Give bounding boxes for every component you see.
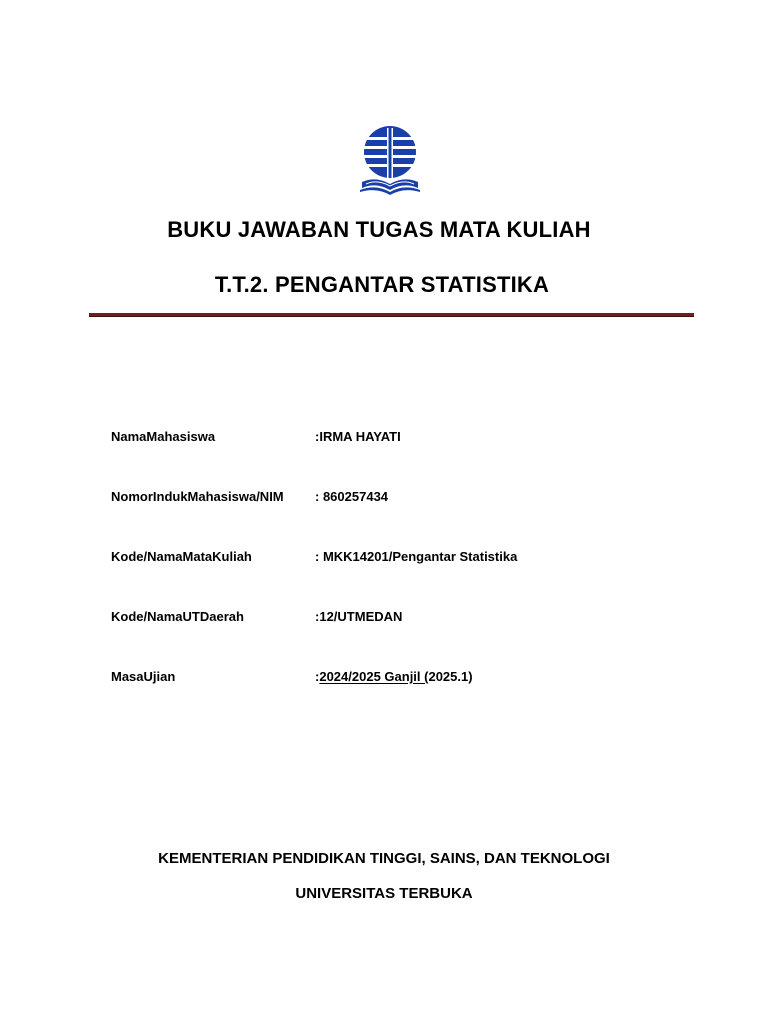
- value-prefix: :: [315, 609, 320, 624]
- value-prefix: :: [315, 489, 323, 504]
- ministry-name: KEMENTERIAN PENDIDIKAN TINGGI, SAINS, DAN TEKNOLOGI: [158, 850, 610, 867]
- regional-ut: 12/UTMEDAN: [319, 609, 403, 624]
- universitas-terbuka-logo-icon: [356, 124, 424, 196]
- info-row-mata-kuliah: [111, 549, 671, 567]
- info-row-nim: [111, 489, 671, 507]
- exam-period: 2024/2025 Ganjil (: [319, 669, 429, 684]
- info-label: NomorIndukMahasiswa/NIM: [111, 489, 284, 504]
- student-name: IRMA HAYATI: [319, 429, 401, 444]
- info-value: [315, 549, 517, 564]
- exam-period-suffix: 2025.1): [428, 669, 473, 684]
- info-label: Kode/NamaMataKuliah: [111, 549, 252, 564]
- info-value: [315, 489, 388, 504]
- info-label: Kode/NamaUTDaerah: [111, 609, 244, 624]
- info-label: MasaUjian: [111, 669, 176, 684]
- value-prefix: :: [315, 429, 320, 444]
- info-row-masa-ujian: [111, 669, 671, 687]
- student-nim: 860257434: [322, 489, 389, 504]
- info-label: NamaMahasiswa: [111, 429, 216, 444]
- info-row-nama: [111, 429, 671, 447]
- info-value: [315, 669, 473, 684]
- document-title: BUKU JAWABAN TUGAS MATA KULIAH: [167, 217, 591, 242]
- info-value: [315, 429, 401, 444]
- info-value: [315, 609, 402, 624]
- university-name: UNIVERSITAS TERBUKA: [295, 885, 473, 902]
- value-prefix: :: [315, 669, 320, 684]
- course-title: T.T.2. PENGANTAR STATISTIKA: [214, 272, 550, 297]
- header-divider: [89, 313, 694, 316]
- value-prefix: :: [315, 549, 323, 564]
- course-code-name: MKK14201/Pengantar Statistika: [322, 549, 518, 564]
- info-row-ut-daerah: [111, 609, 671, 627]
